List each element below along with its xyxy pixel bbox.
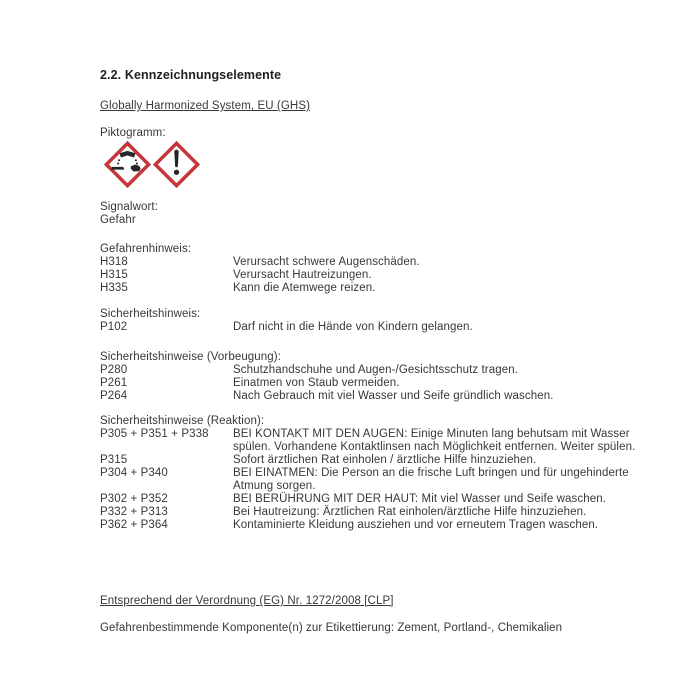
- statement-code: H315: [100, 269, 128, 281]
- statement-row: [100, 364, 637, 377]
- statement-text: BEI BERÜHRUNG MIT DER HAUT: Mit viel Wasser und Seife waschen.: [233, 493, 607, 505]
- statement-row: [100, 282, 637, 295]
- statement-text: BEI KONTAKT MIT DEN AUGEN: Einige Minuten lang behutsam mit Wasser spülen. Vorhandene Kontaktlinsen nach Möglichkeit entfernen. Weiter spülen.: [233, 428, 636, 453]
- statement-row: [100, 493, 637, 506]
- statement-text: Nach Gebrauch mit viel Wasser und Seife gründlich waschen.: [233, 390, 554, 402]
- statement-row: [100, 506, 637, 519]
- hazard-statements-section: [100, 243, 637, 295]
- reaction-statements-section: [100, 415, 637, 532]
- statement-code: P302 + P352: [100, 493, 168, 505]
- pictogram-row: [104, 141, 200, 188]
- reaction-section-title: Sicherheitshinweise (Reaktion):: [100, 415, 265, 427]
- statement-text: Kann die Atemwege reizen.: [233, 282, 376, 294]
- statement-text: Sofort ärztlichen Rat einholen / ärztliche Hilfe hinzuziehen.: [233, 454, 537, 466]
- statement-text: Bei Hautreizung: Ärztlichen Rat einholen/ärztliche Hilfe hinzuziehen.: [233, 506, 587, 518]
- pictogram-label: Piktogramm:: [100, 127, 166, 139]
- statement-row: [100, 377, 637, 390]
- statement-code: P264: [100, 390, 128, 402]
- statement-code: P315: [100, 454, 128, 466]
- statement-text: Verursacht schwere Augenschäden.: [233, 256, 420, 268]
- section-heading: 2.2. Kennzeichnungselemente: [100, 68, 282, 82]
- hazard-section-title: Gefahrenhinweis:: [100, 243, 192, 255]
- statement-code: P362 + P364: [100, 519, 168, 531]
- statement-code: P332 + P313: [100, 506, 168, 518]
- statement-text: Einatmen von Staub vermeiden.: [233, 377, 400, 389]
- signal-word-label: Signalwort:: [100, 201, 158, 213]
- statement-code: P102: [100, 321, 128, 333]
- statement-code: P280: [100, 364, 128, 376]
- statement-row: [100, 467, 637, 493]
- ghs-system-line: Globally Harmonized System, EU (GHS): [100, 100, 311, 112]
- safety-section-title: Sicherheitshinweis:: [100, 308, 201, 320]
- signal-word-block: [100, 201, 158, 227]
- prevention-section-title: Sicherheitshinweise (Vorbeugung):: [100, 351, 282, 363]
- statement-code: H335: [100, 282, 128, 294]
- statement-code: H318: [100, 256, 128, 268]
- statement-code: P304 + P340: [100, 467, 168, 479]
- labelling-components-line: Gefahrenbestimmende Komponente(n) zur Etikettierung: Zement, Portland-, Chemikalien: [100, 622, 563, 634]
- regulation-reference-line: Entsprechend der Verordnung (EG) Nr. 1272/2008 [CLP]: [100, 595, 394, 607]
- statement-row: [100, 390, 637, 403]
- ghs05-corrosion-icon: [104, 141, 151, 188]
- statement-row: [100, 269, 637, 282]
- statement-text: BEI EINATMEN: Die Person an die frische Luft bringen und für ungehinderte Atmung sorgen.: [233, 467, 629, 492]
- statement-text: Kontaminierte Kleidung ausziehen und vor erneutem Tragen waschen.: [233, 519, 599, 531]
- ghs07-exclamation-icon: [153, 141, 200, 188]
- statement-row: [100, 321, 637, 334]
- statement-row: [100, 454, 637, 467]
- statement-text: Schutzhandschuhe und Augen-/Gesichtsschutz tragen.: [233, 364, 519, 376]
- statement-row: [100, 428, 637, 454]
- safety-statement-section: [100, 308, 637, 334]
- statement-text: Verursacht Hautreizungen.: [233, 269, 372, 281]
- statement-code: P261: [100, 377, 128, 389]
- statement-row: [100, 519, 637, 532]
- statement-text: Darf nicht in die Hände von Kindern gelangen.: [233, 321, 473, 333]
- signal-word-value: Gefahr: [100, 214, 136, 226]
- statement-code: P305 + P351 + P338: [100, 428, 209, 440]
- prevention-statements-section: [100, 351, 637, 403]
- statement-row: [100, 256, 637, 269]
